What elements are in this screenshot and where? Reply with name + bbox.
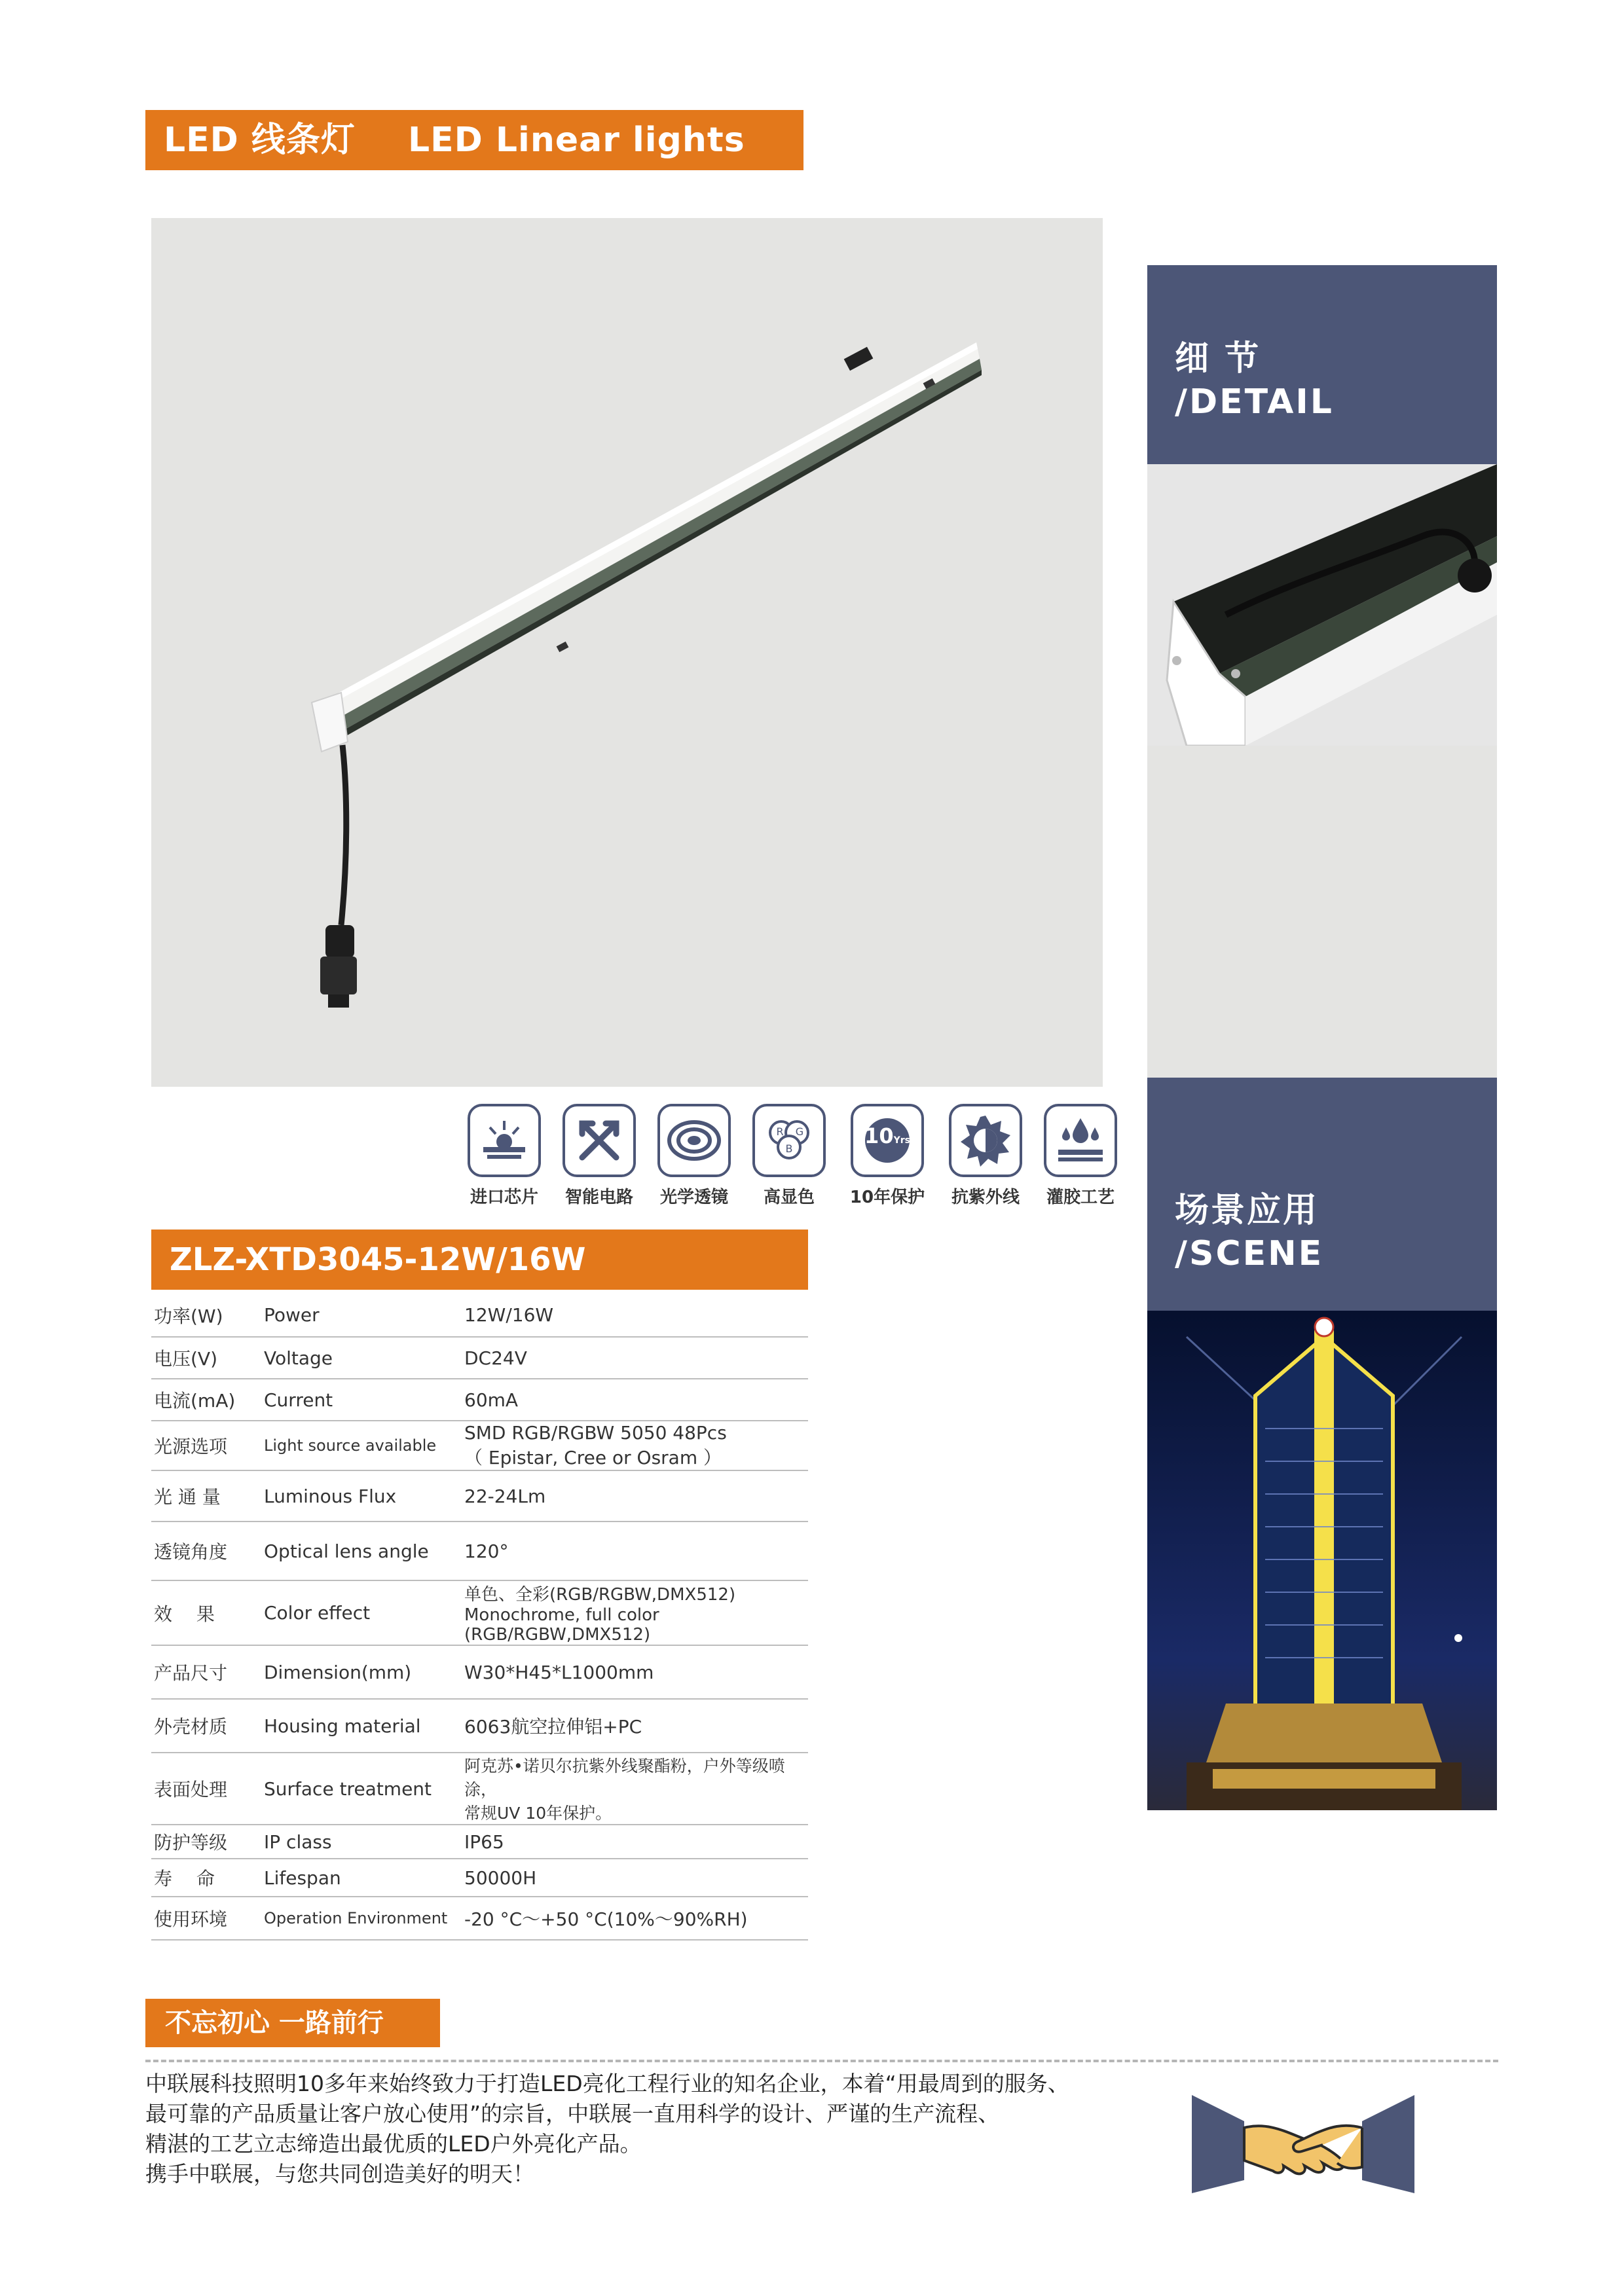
spec-value (462, 1753, 808, 1825)
spec-value: 22-24Lm (462, 1470, 808, 1522)
feature-label: 光学透镜 (659, 1188, 728, 1207)
feature-item (740, 1104, 838, 1208)
spec-row (151, 1379, 808, 1421)
spec-label-cn: 产品尺寸 (151, 1645, 261, 1699)
spec-label-cn: 防护等级 (151, 1825, 261, 1859)
spec-value: 60mA (462, 1379, 808, 1421)
rgb-icon (752, 1104, 826, 1177)
spec-label-en: Surface treatment (261, 1753, 462, 1825)
spec-label-en: IP class (261, 1825, 462, 1859)
feature-item (455, 1104, 553, 1208)
product-photo (151, 218, 1103, 1087)
spec-value-line1: 阿克苏•诺贝尔抗紫外线聚酯粉，户外等级喷涂， (464, 1757, 785, 1799)
scene-photo (1147, 1311, 1497, 1810)
detail-photo (1147, 464, 1497, 1076)
intro-line: 精湛的工艺立志缔造出最优质的LED户外亮化产品。 (145, 2131, 642, 2157)
intro-line: 中联展科技照明10多年来始终致力于打造LED亮化工程行业的知名企业，本着“用最周到的服务、 (145, 2071, 1069, 2096)
spec-row (151, 1753, 808, 1825)
detail-title-cn: 细 节 (1175, 339, 1261, 378)
ten-years-number: 10 (864, 1123, 894, 1148)
feature-item (550, 1104, 648, 1208)
spec-label-cn: 电压(V) (151, 1337, 261, 1379)
feature-label: 高显色 (763, 1188, 815, 1207)
spec-label-cn: 使用环境 (151, 1897, 261, 1940)
scene-title-cn: 场景应用 (1175, 1191, 1320, 1230)
feature-label: 10年保护 (849, 1188, 925, 1207)
spec-label-en: Dimension(mm) (261, 1645, 462, 1699)
spec-row (151, 1825, 808, 1859)
motto-banner: 不忘初心 一路前行 (145, 1999, 440, 2047)
feature-icons (455, 1104, 1115, 1209)
spec-label-en: Light source available (261, 1421, 462, 1470)
spec-value-line2: （ Epistar, Cree or Osram ） (464, 1446, 722, 1468)
potting-icon (1044, 1104, 1117, 1177)
title-cn: LED 线条灯 (164, 120, 356, 160)
scene-panel (1147, 1078, 1497, 1311)
feature-item (838, 1104, 936, 1208)
handshake-icon (1192, 2082, 1414, 2206)
feature-label: 智能电路 (564, 1188, 633, 1207)
spec-row (151, 1699, 808, 1753)
intro-line: 携手中联展，与您共同创造美好的明天！ (145, 2161, 534, 2187)
dashed-divider (145, 2060, 1498, 2062)
spec-value: 50000H (462, 1859, 808, 1897)
spec-row (151, 1522, 808, 1580)
spec-label-cn: 效 果 (151, 1580, 261, 1645)
spec-row (151, 1421, 808, 1470)
feature-item (645, 1104, 743, 1208)
spec-row (151, 1337, 808, 1379)
spec-label-en: Housing material (261, 1699, 462, 1753)
spec-label-en: Power (261, 1294, 462, 1337)
spec-value (462, 1580, 808, 1645)
spec-row (151, 1859, 808, 1897)
spec-row (151, 1645, 808, 1699)
company-intro (145, 2069, 1180, 2189)
chip-icon (468, 1104, 541, 1177)
spec-label-en: Luminous Flux (261, 1470, 462, 1522)
spec-value: 6063航空拉伸铝+PC (462, 1699, 808, 1753)
spec-value (462, 1421, 808, 1470)
title-en: LED Linear lights (407, 120, 745, 160)
spec-label-en: Operation Environment (261, 1897, 462, 1940)
spec-label-en: Voltage (261, 1337, 462, 1379)
spec-label-cn: 外壳材质 (151, 1699, 261, 1753)
spec-row (151, 1897, 808, 1940)
feature-label: 灌胶工艺 (1046, 1188, 1115, 1207)
feature-label: 抗紫外线 (951, 1188, 1020, 1207)
spec-label-cn: 光源选项 (151, 1421, 261, 1470)
spec-value: W30*H45*L1000mm (462, 1645, 808, 1699)
detail-panel (1147, 265, 1497, 464)
spec-value: IP65 (462, 1825, 808, 1859)
feature-item (1031, 1104, 1130, 1208)
svg-text:G: G (795, 1125, 804, 1138)
ten-years-icon (851, 1104, 924, 1177)
spec-row (151, 1470, 808, 1522)
spec-value: DC24V (462, 1337, 808, 1379)
ten-years-sub: Yrs (893, 1135, 910, 1146)
spec-value-line2: 常规UV 10年保护。 (464, 1804, 612, 1823)
circuit-icon (563, 1104, 636, 1177)
spec-row (151, 1580, 808, 1645)
feature-label: 进口芯片 (470, 1188, 538, 1207)
spec-row (151, 1294, 808, 1337)
spec-label-en: Color effect (261, 1580, 462, 1645)
feature-item (936, 1104, 1035, 1208)
intro-line: 最可靠的产品质量让客户放心使用”的宗旨，中联展一直用科学的设计、严谨的生产流程、 (145, 2101, 1000, 2126)
svg-text:B: B (785, 1142, 793, 1155)
spec-label-cn: 光 通 量 (151, 1470, 261, 1522)
spec-value: 120° (462, 1522, 808, 1580)
spec-label-cn: 功率(W) (151, 1294, 261, 1337)
spec-table (151, 1294, 808, 1941)
spec-label-en: Optical lens angle (261, 1522, 462, 1580)
lens-icon (657, 1104, 731, 1177)
spec-value: 12W/16W (462, 1294, 808, 1337)
spec-label-cn: 表面处理 (151, 1753, 261, 1825)
spec-label-en: Current (261, 1379, 462, 1421)
page-title (145, 110, 803, 170)
spec-value-line2: Monochrome, full color (RGB/RGBW,DMX512) (464, 1605, 659, 1645)
spec-label-cn: 电流(mA) (151, 1379, 261, 1421)
spec-label-cn: 寿 命 (151, 1859, 261, 1897)
detail-title-en: /DETAIL (1175, 382, 1334, 422)
model-title: ZLZ-XTD3045-12W/16W (151, 1230, 808, 1290)
spec-value-line1: 单色、全彩(RGB/RGBW,DMX512) (464, 1585, 736, 1605)
uv-icon (949, 1104, 1022, 1177)
spec-label-cn: 透镜角度 (151, 1522, 261, 1580)
svg-text:R: R (776, 1125, 784, 1138)
scene-title-en: /SCENE (1175, 1234, 1324, 1273)
spec-label-en: Lifespan (261, 1859, 462, 1897)
spec-value: -20 °C～+50 °C(10%～90%RH) (462, 1897, 808, 1940)
spec-value-line1: SMD RGB/RGBW 5050 48Pcs (464, 1421, 727, 1444)
